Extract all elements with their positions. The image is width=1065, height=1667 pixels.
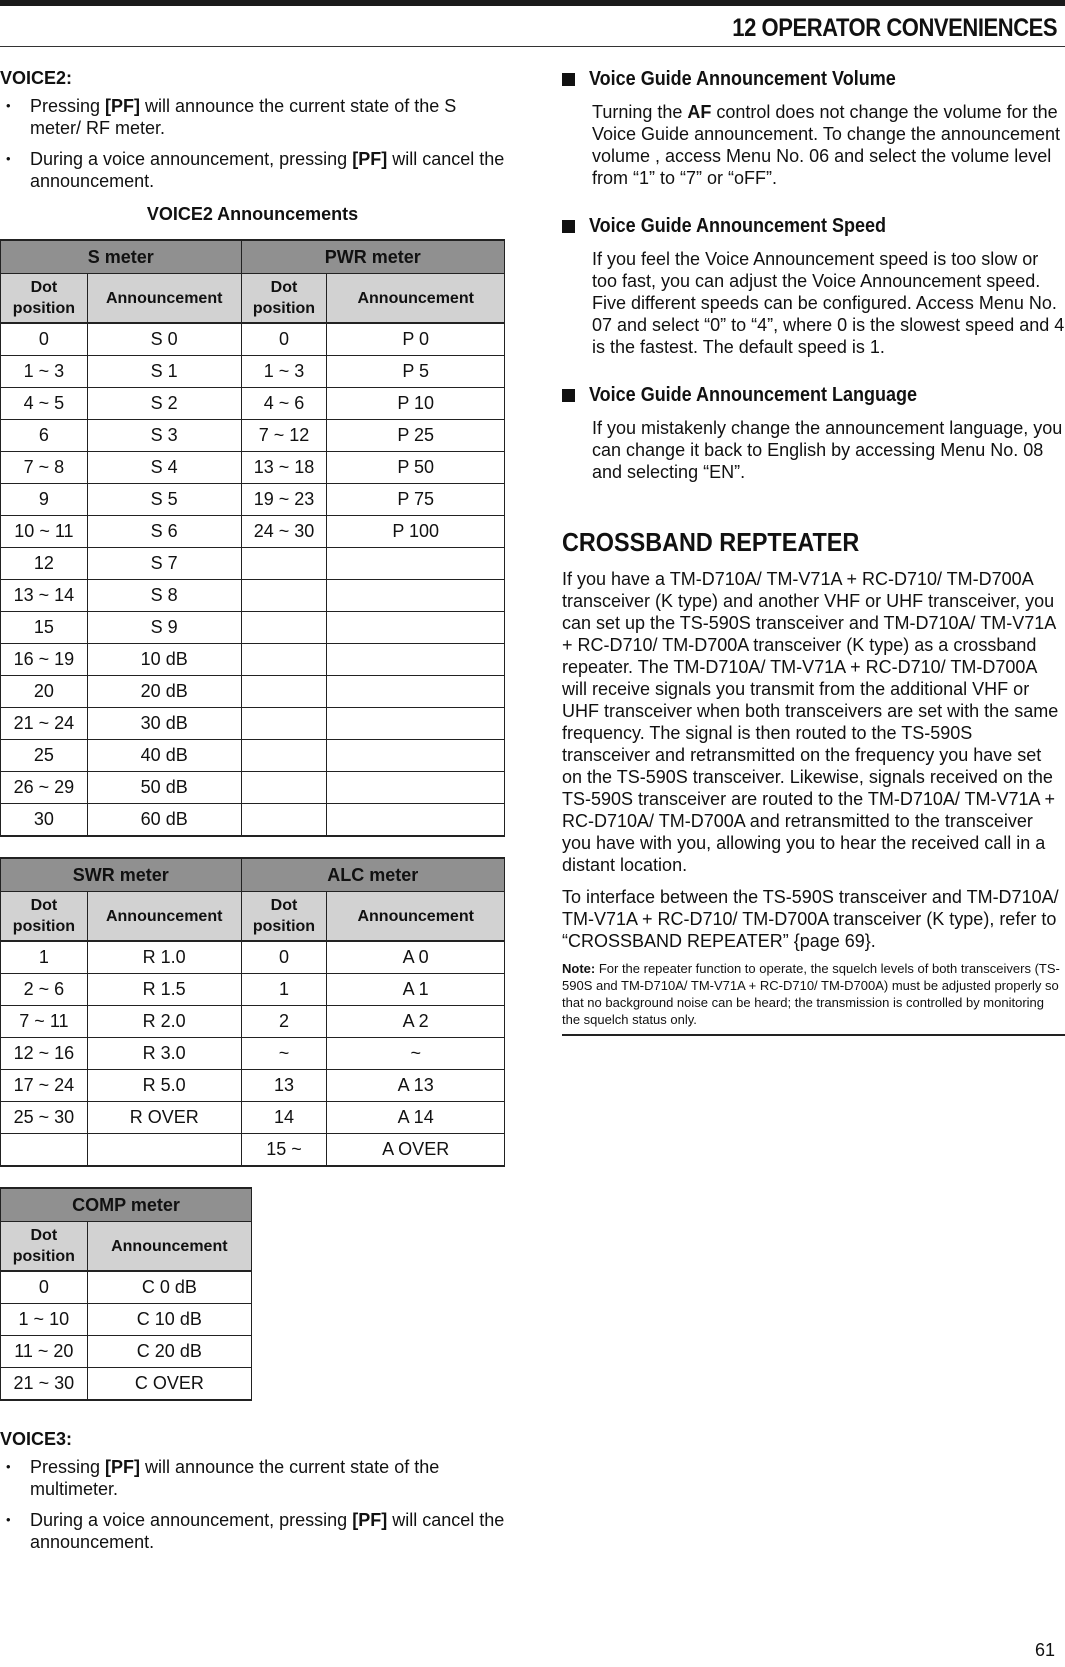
col-dot-position: Dot position (241, 892, 327, 942)
left-column (0, 68, 505, 1562)
dot-position-cell: 25 (1, 740, 88, 772)
announcement-cell (327, 708, 505, 740)
top-rule (0, 0, 1065, 6)
dot-position-cell: 7 ~ 11 (1, 1006, 88, 1038)
dot-position-cell: 7 ~ 8 (1, 452, 88, 484)
comp-meter-table (0, 1187, 252, 1401)
announcement-cell: C OVER (87, 1368, 251, 1401)
af-key: AF (687, 102, 712, 122)
header-divider (0, 46, 1065, 47)
dot-position-cell: 15 ~ (241, 1134, 327, 1167)
dot-position-cell (241, 804, 327, 837)
alc-meter-title: ALC meter (241, 858, 504, 892)
dot-position-cell: 9 (1, 484, 88, 516)
announcement-cell: R 1.5 (87, 974, 241, 1006)
col-announcement: Announcement (327, 274, 505, 324)
dot-position-cell (241, 580, 327, 612)
table-row (1, 580, 505, 612)
announcement-cell: S 2 (87, 388, 241, 420)
pf-key: [PF] (105, 1457, 141, 1477)
announcement-cell: P 25 (327, 420, 505, 452)
col-announcement: Announcement (87, 892, 241, 942)
dot-position-cell (241, 708, 327, 740)
dot-position-cell: 14 (241, 1102, 327, 1134)
announcement-cell: P 50 (327, 452, 505, 484)
announcement-cell: R 1.0 (87, 941, 241, 974)
announcement-cell: 10 dB (87, 644, 241, 676)
table-row (1, 323, 505, 356)
table-row (1, 1134, 505, 1167)
announcement-cell (327, 548, 505, 580)
voice2-list (0, 95, 505, 192)
dot-position-cell: 15 (1, 612, 88, 644)
dot-position-cell: 4 ~ 6 (241, 388, 327, 420)
table-row (1, 388, 505, 420)
dot-position-cell: 24 ~ 30 (241, 516, 327, 548)
announcement-cell (327, 612, 505, 644)
dot-position-cell (241, 612, 327, 644)
announcement-cell: A 1 (327, 974, 505, 1006)
crossband-note: Note: For the repeater function to operate, the squelch levels of both transceivers (TS-590S and TM-D710A/ TM-V71A + RC-D710/ TM-D700A) must be adjusted properly so that no background noise can be heard; the transmission is controlled by monitoring the squelch status only. (562, 960, 1065, 1036)
dot-position-cell: 26 ~ 29 (1, 772, 88, 804)
page-number: 61 (1034, 1640, 1055, 1660)
table-row (1, 974, 505, 1006)
announcement-cell: S 4 (87, 452, 241, 484)
dot-position-cell: 0 (241, 323, 327, 356)
table-row (1, 804, 505, 837)
announcement-cell: P 5 (327, 356, 505, 388)
table-row (1, 420, 505, 452)
announcement-cell: 30 dB (87, 708, 241, 740)
table-row (1, 612, 505, 644)
table-row (1, 1102, 505, 1134)
crossband-paragraph-2: To interface between the TS-590S transceiver and TM-D710A/ TM-V71A + RC-D710/ TM-D700A transceiver (K type), refer to “CROSSBAND REPEATER” {page 69}. (562, 887, 1059, 951)
table-row (1, 644, 505, 676)
voice3-list (0, 1456, 505, 1553)
language-paragraph: If you mistakenly change the announcement language, you can change it back to English by accessing Menu No. 08 and selecting “EN”. (592, 418, 1063, 482)
table-row (1, 1368, 252, 1401)
announcement-cell: 20 dB (87, 676, 241, 708)
dot-position-cell: 20 (1, 676, 88, 708)
announcement-cell: A OVER (327, 1134, 505, 1167)
dot-position-cell (241, 772, 327, 804)
col-dot-position: Dot position (1, 892, 88, 942)
announcement-cell: S 6 (87, 516, 241, 548)
table-row (1, 676, 505, 708)
comp-meter-title: COMP meter (1, 1188, 252, 1222)
chapter-header: 12 OPERATOR CONVENIENCES (732, 14, 1057, 42)
volume-section-title: Voice Guide Announcement Volume (562, 68, 1065, 91)
dot-position-cell: 12 ~ 16 (1, 1038, 88, 1070)
col-dot-position: Dot position (241, 274, 327, 324)
dot-position-cell (241, 740, 327, 772)
s-meter-title: S meter (1, 240, 242, 274)
dot-position-cell: 1 (241, 974, 327, 1006)
announcement-cell (327, 580, 505, 612)
dot-position-cell: 19 ~ 23 (241, 484, 327, 516)
pf-key: [PF] (105, 96, 141, 116)
announcement-cell (327, 740, 505, 772)
square-bullet-icon (562, 389, 575, 402)
table-row (1, 1336, 252, 1368)
dot-position-cell: 13 (241, 1070, 327, 1102)
dot-position-cell: 1 ~ 3 (241, 356, 327, 388)
dot-position-cell: 11 ~ 20 (1, 1336, 88, 1368)
announcement-cell: R 3.0 (87, 1038, 241, 1070)
table-row (1, 740, 505, 772)
announcement-cell: S 1 (87, 356, 241, 388)
announcement-cell: A 0 (327, 941, 505, 974)
dot-position-cell: 2 (241, 1006, 327, 1038)
speed-paragraph: If you feel the Voice Announcement speed is too slow or too fast, you can adjust the Voice Announcement speed. Five different speeds can be configured. Access Menu No. 07 and select “0” to “4”, where 0 is the slowest speed and 4 is the fastest. The default speed is 1. (592, 249, 1065, 357)
announcement-cell: P 75 (327, 484, 505, 516)
swr-meter-title: SWR meter (1, 858, 242, 892)
voice3-bullet-1: • Pressing [PF] will announce the current state of the multimeter. (0, 1456, 505, 1500)
language-section-title: Voice Guide Announcement Language (562, 384, 1065, 407)
dot-position-cell (241, 644, 327, 676)
dot-position-cell: 0 (1, 323, 88, 356)
s-pwr-meter-table (0, 239, 505, 837)
announcement-cell: A 14 (327, 1102, 505, 1134)
dot-position-cell: 7 ~ 12 (241, 420, 327, 452)
voice2-table-caption: VOICE2 Announcements (146, 204, 359, 224)
announcement-cell: A 13 (327, 1070, 505, 1102)
dot-position-cell: 4 ~ 5 (1, 388, 88, 420)
right-column (562, 68, 1065, 1036)
announcement-cell (327, 676, 505, 708)
pwr-meter-title: PWR meter (241, 240, 504, 274)
announcement-cell: S 8 (87, 580, 241, 612)
table-row (1, 1006, 505, 1038)
announcement-cell: S 3 (87, 420, 241, 452)
announcement-cell: S 5 (87, 484, 241, 516)
announcement-cell (327, 804, 505, 837)
pf-key: [PF] (352, 1510, 388, 1530)
dot-position-cell: 10 ~ 11 (1, 516, 88, 548)
announcement-cell: 50 dB (87, 772, 241, 804)
voice2-heading: VOICE2: (0, 68, 73, 88)
dot-position-cell: 21 ~ 24 (1, 708, 88, 740)
speed-section-title: Voice Guide Announcement Speed (562, 215, 1065, 238)
voice3-bullet-2: • During a voice announcement, pressing [PF] will cancel the announcement. (0, 1509, 505, 1553)
dot-position-cell: 13 ~ 18 (241, 452, 327, 484)
dot-position-cell: 30 (1, 804, 88, 837)
dot-position-cell (241, 676, 327, 708)
voice2-bullet-2: • During a voice announcement, pressing [PF] will cancel the announcement. (0, 148, 505, 192)
announcement-cell: C 10 dB (87, 1304, 251, 1336)
dot-position-cell: 21 ~ 30 (1, 1368, 88, 1401)
table-row (1, 548, 505, 580)
square-bullet-icon (562, 220, 575, 233)
note-label: Note: (562, 961, 596, 976)
dot-position-cell: 16 ~ 19 (1, 644, 88, 676)
announcement-cell: A 2 (327, 1006, 505, 1038)
dot-position-cell: 6 (1, 420, 88, 452)
announcement-cell: R 5.0 (87, 1070, 241, 1102)
col-announcement: Announcement (87, 1222, 251, 1272)
dot-position-cell (241, 548, 327, 580)
voice3-heading: VOICE3: (0, 1429, 73, 1449)
table-row (1, 356, 505, 388)
dot-position-cell: 25 ~ 30 (1, 1102, 88, 1134)
announcement-cell: S 9 (87, 612, 241, 644)
table-row (1, 708, 505, 740)
dot-position-cell: 1 (1, 941, 88, 974)
table-row (1, 1304, 252, 1336)
dot-position-cell: 13 ~ 14 (1, 580, 88, 612)
announcement-cell: S 7 (87, 548, 241, 580)
announcement-cell: 40 dB (87, 740, 241, 772)
col-announcement: Announcement (87, 274, 241, 324)
swr-alc-meter-table (0, 857, 505, 1167)
dot-position-cell: 0 (241, 941, 327, 974)
table-row (1, 516, 505, 548)
announcement-cell: P 100 (327, 516, 505, 548)
announcement-cell (327, 772, 505, 804)
square-bullet-icon (562, 73, 575, 86)
crossband-heading: CROSSBAND REPTEATER (562, 527, 860, 557)
announcement-cell: P 10 (327, 388, 505, 420)
table-row (1, 452, 505, 484)
dot-position-cell (1, 1134, 88, 1167)
dot-position-cell: 1 ~ 3 (1, 356, 88, 388)
table-row (1, 941, 505, 974)
announcement-cell (327, 644, 505, 676)
dot-position-cell: 17 ~ 24 (1, 1070, 88, 1102)
col-dot-position: Dot position (1, 274, 88, 324)
dot-position-cell: 0 (1, 1271, 88, 1304)
announcement-cell: C 0 dB (87, 1271, 251, 1304)
announcement-cell: C 20 dB (87, 1336, 251, 1368)
dot-position-cell: 1 ~ 10 (1, 1304, 88, 1336)
announcement-cell: R 2.0 (87, 1006, 241, 1038)
announcement-cell (87, 1134, 241, 1167)
table-row (1, 772, 505, 804)
voice2-bullet-1: • Pressing [PF] will announce the current state of the S meter/ RF meter. (0, 95, 505, 139)
table-row (1, 1271, 252, 1304)
announcement-cell: ~ (327, 1038, 505, 1070)
pf-key: [PF] (352, 149, 388, 169)
volume-paragraph: Turning the AF control does not change the volume for the Voice Guide announcement. To change the announcement volume , access Menu No. 06 and select the volume level from “1” to “7” or “oFF”. (592, 102, 1061, 188)
announcement-cell: P 0 (327, 323, 505, 356)
dot-position-cell: ~ (241, 1038, 327, 1070)
dot-position-cell: 12 (1, 548, 88, 580)
col-dot-position: Dot position (1, 1222, 88, 1272)
announcement-cell: R OVER (87, 1102, 241, 1134)
dot-position-cell: 2 ~ 6 (1, 974, 88, 1006)
table-row (1, 1070, 505, 1102)
announcement-cell: 60 dB (87, 804, 241, 837)
table-row (1, 484, 505, 516)
col-announcement: Announcement (327, 892, 505, 942)
crossband-paragraph-1: If you have a TM-D710A/ TM-V71A + RC-D710/ TM-D700A transceiver (K type) and another VHF or UHF transceiver, you can set up the TS-590S transceiver and TM-D710A/ TM-V71A + RC-D710/ TM-D700A transceiver (K type) as a crossband repeater. The TM-D710A/ TM-V71A + RC-D710/ TM-D700A will receive signals you transmit from the additional VHF or UHF transceiver when both transceivers are set with the same frequency. The signal is then routed to the TS-590S transceiver and retransmitted on the frequency you have set on the TS-590S transceiver. Likewise, signals received on the TS-590S transceiver are routed to the TM-D710A/ TM-V71A + RC-D710A/ TM-D700A and retransmitted to the transceiver you have with you, allowing you to hear the received call in a distant location. (562, 569, 1059, 875)
announcement-cell: S 0 (87, 323, 241, 356)
table-row (1, 1038, 505, 1070)
